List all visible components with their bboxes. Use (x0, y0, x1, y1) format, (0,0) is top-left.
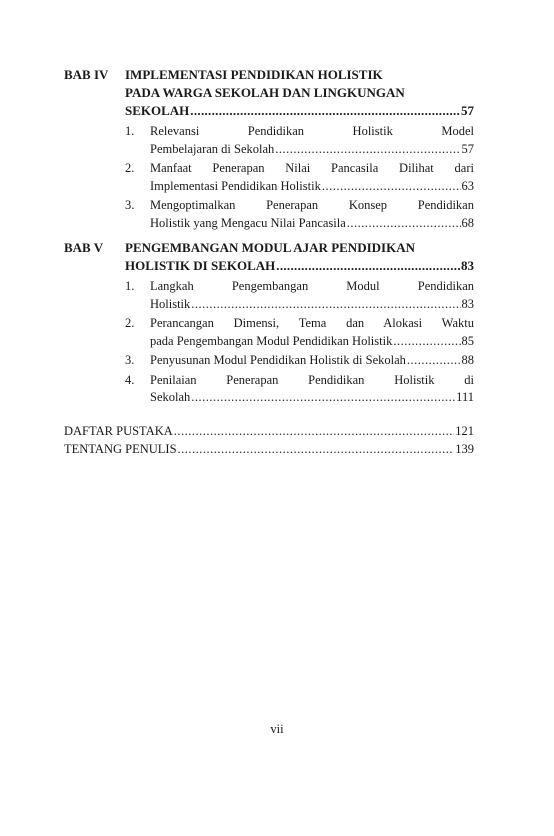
page-number: 111 (456, 390, 474, 404)
entry-title-line: Penilaian Penerapan Pendidikan Holistik di (150, 372, 474, 387)
page-number: 57 (461, 103, 474, 118)
entry-title-line: Perancangan Dimensi, Tema dan Alokasi Waktu (150, 316, 474, 330)
entry-number: 2. (125, 316, 135, 330)
entry-title-text: DAFTAR PUSTAKA (64, 424, 173, 438)
entry-title-line: Manfaat Penerapan Nilai Pancasila Dilihat dari (150, 161, 474, 175)
dot-leader (191, 296, 460, 314)
chapter-body (125, 66, 474, 234)
dot-leader (174, 422, 454, 440)
page-number: 83 (461, 258, 474, 273)
entry-title-last (150, 215, 474, 233)
chapter-title-line: PADA WARGA SEKOLAH DAN LINGKUNGAN (125, 85, 405, 100)
page-number: 88 (461, 353, 474, 367)
entry-title-text: Holistik yang Mengacu Nilai Pancasila (150, 215, 346, 230)
chapter-title-entry[interactable] (125, 257, 474, 275)
entry-title-last (150, 389, 474, 407)
entry-title-text: Holistik (150, 296, 191, 311)
chapter-title (125, 239, 474, 275)
entry-title-text: Penyusunan Modul Pendidikan Holistik di Sekolah (150, 353, 406, 367)
dot-leader (178, 440, 455, 458)
page-number: 57 (461, 141, 474, 156)
toc-entry[interactable] (125, 123, 474, 158)
dot-leader (191, 389, 455, 407)
dot-leader (276, 257, 460, 275)
dot-leader (190, 102, 460, 120)
chapter-title-last: SEKOLAH (125, 103, 190, 118)
entry-title-line: Mengoptimalkan Penerapan Konsep Pendidikan (150, 198, 474, 212)
entry-number: 1. (125, 124, 135, 138)
chapter-title-line: IMPLEMENTASI PENDIDIKAN HOLISTIK (125, 67, 383, 82)
dot-leader (275, 141, 460, 159)
toc-entry-daftar-pustaka[interactable] (64, 422, 474, 440)
entry-number: 3. (125, 353, 135, 367)
entry-title-last (150, 296, 474, 314)
back-matter (64, 422, 474, 458)
entry-title-last (150, 352, 474, 370)
entry-title-text: pada Pengembangan Modul Pendidikan Holistik (150, 333, 393, 348)
toc-entry[interactable] (125, 352, 474, 370)
entry-title-text: Implementasi Pendidikan Holistik (150, 178, 321, 193)
toc-entry[interactable] (125, 197, 474, 232)
chapter-title-entry[interactable] (125, 102, 474, 120)
entry-title-last (150, 141, 474, 159)
entry-number: 4. (125, 372, 135, 387)
entry-title-last (150, 178, 474, 196)
page-number: 85 (461, 333, 474, 348)
entry-title-last (150, 333, 474, 351)
entry-number: 1. (125, 279, 135, 293)
chapter-label: BAB V (64, 240, 104, 255)
toc-entry[interactable] (125, 278, 474, 313)
entry-number: 2. (125, 161, 135, 175)
entry-title-text: Pembelajaran di Sekolah (150, 141, 275, 156)
toc-entry[interactable] (125, 160, 474, 195)
section-list (125, 123, 474, 232)
chapter-title-line: PENGEMBANGAN MODUL AJAR PENDIDIKAN (125, 240, 415, 255)
page-number: 121 (455, 424, 474, 438)
chapter-label: BAB IV (64, 67, 109, 82)
chapter-body (125, 239, 474, 409)
section-list (125, 278, 474, 407)
dot-leader (347, 215, 461, 233)
chapter-title-last: HOLISTIK DI SEKOLAH (125, 258, 276, 273)
dot-leader (407, 352, 461, 370)
page-number: 68 (461, 215, 474, 230)
page-folio: vii (270, 722, 284, 736)
page-number: 139 (455, 442, 474, 456)
entry-title-line: Relevansi Pendidikan Holistik Model (150, 124, 474, 138)
toc-entry-tentang-penulis[interactable] (64, 440, 474, 458)
page-number: 63 (461, 178, 474, 193)
chapter-title (125, 66, 474, 120)
entry-title-line: Langkah Pengembangan Modul Pendidikan (150, 279, 474, 293)
dot-leader (393, 333, 460, 351)
page-number: 83 (461, 296, 474, 311)
entry-number: 3. (125, 198, 135, 212)
toc-entry[interactable] (125, 372, 474, 407)
dot-leader (322, 178, 461, 196)
entry-title-text: TENTANG PENULIS (64, 442, 177, 456)
entry-title-text: Sekolah (150, 390, 191, 404)
toc-entry[interactable] (125, 315, 474, 350)
